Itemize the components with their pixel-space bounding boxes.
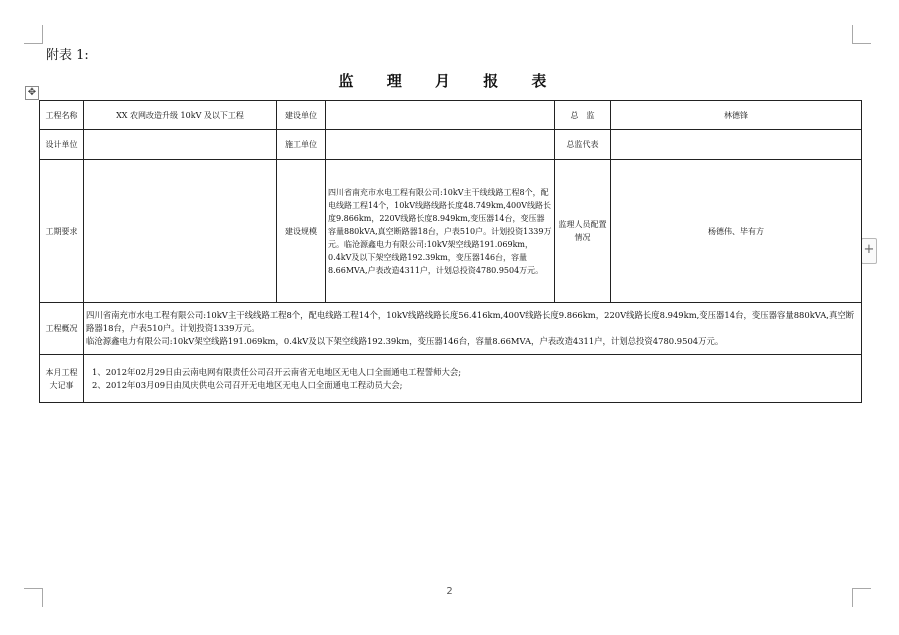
project-name-value[interactable]: XX 农网改造升级 10kV 及以下工程 bbox=[84, 101, 277, 130]
scale-text[interactable]: 四川省南充市水电工程有限公司:10kV主干线线路工程8个，配电线路工程14个，10kV线路线路长度48.749km,400V线路长度9.866km，220V线路长度8.949km,变压器14台，变压器容量880kVA,真空断路器18台，户表510户。计划投资1339万元。临沧源鑫电力有限公司:10kV架空线路191.069km，0.4kV及以下架空线路192.39km，变压器146台，容量8.66MVA,户表改造4311户，计划总投资4780.9504万元。 bbox=[326, 160, 555, 303]
event-item: 2、2012年03月09日由凤庆供电公司召开无电地区无电人口全面通电工程动员大会; bbox=[92, 379, 403, 390]
table-row bbox=[40, 101, 862, 130]
report-title: 监 理 月 报 表 bbox=[338, 72, 561, 90]
overview-line-1: 四川省南充市水电工程有限公司:10kV主干线线路工程8个，配电线路工程14个，10kV线路线路长度56.416km,400V线路长度9.866km，220V线路长度8.949km,变压器14台，变压器容量880kVA,真空断路器18台，户表510户。计划投资1339万元。 bbox=[86, 310, 855, 333]
design-unit-label: 设计单位 bbox=[40, 130, 84, 160]
chief-supervisor-value[interactable]: 林德锋 bbox=[611, 101, 862, 130]
monthly-report-table bbox=[39, 100, 862, 403]
table-row bbox=[40, 303, 862, 355]
attachment-label: 附表 1: bbox=[46, 48, 89, 63]
supervisor-rep-label: 总监代表 bbox=[555, 130, 611, 160]
project-name-label: 工程名称 bbox=[40, 101, 84, 130]
overview-text[interactable] bbox=[84, 303, 862, 355]
page-number: 2 bbox=[446, 586, 453, 597]
schedule-label: 工期要求 bbox=[40, 160, 84, 303]
page-corner-mark-top-left bbox=[24, 25, 43, 44]
schedule-value[interactable] bbox=[84, 160, 277, 303]
chief-supervisor-label: 总 监 bbox=[555, 101, 611, 130]
table-row bbox=[40, 160, 862, 303]
events-text[interactable] bbox=[84, 355, 862, 403]
scale-label: 建设规模 bbox=[277, 160, 326, 303]
event-item: 1、2012年02月29日由云南电网有限责任公司召开云南省无电地区无电人口全面通电工程誓师大会; bbox=[92, 366, 462, 377]
builder-label: 施工单位 bbox=[277, 130, 326, 160]
add-column-icon[interactable]: + bbox=[861, 238, 877, 264]
design-unit-value[interactable] bbox=[84, 130, 277, 160]
page-corner-mark-top-right bbox=[852, 25, 871, 44]
table-row bbox=[40, 130, 862, 160]
construction-unit-value[interactable] bbox=[326, 101, 555, 130]
supervisor-rep-value[interactable] bbox=[611, 130, 862, 160]
table-move-handle-icon[interactable]: ✥ bbox=[25, 86, 39, 100]
builder-value[interactable] bbox=[326, 130, 555, 160]
staff-label: 监理人员配置情况 bbox=[555, 160, 611, 303]
overview-line-2: 临沧源鑫电力有限公司:10kV架空线路191.069km，0.4kV及以下架空线路192.39km，变压器146台，容量8.66MVA，户表改造4311户，计划总投资4780.9504万元。 bbox=[86, 336, 724, 346]
overview-label: 工程概况 bbox=[40, 303, 84, 355]
events-label: 本月工程大记事 bbox=[40, 355, 84, 403]
construction-unit-label: 建设单位 bbox=[277, 101, 326, 130]
staff-value[interactable]: 杨德伟、毕有方 bbox=[611, 160, 862, 303]
table-row bbox=[40, 355, 862, 403]
